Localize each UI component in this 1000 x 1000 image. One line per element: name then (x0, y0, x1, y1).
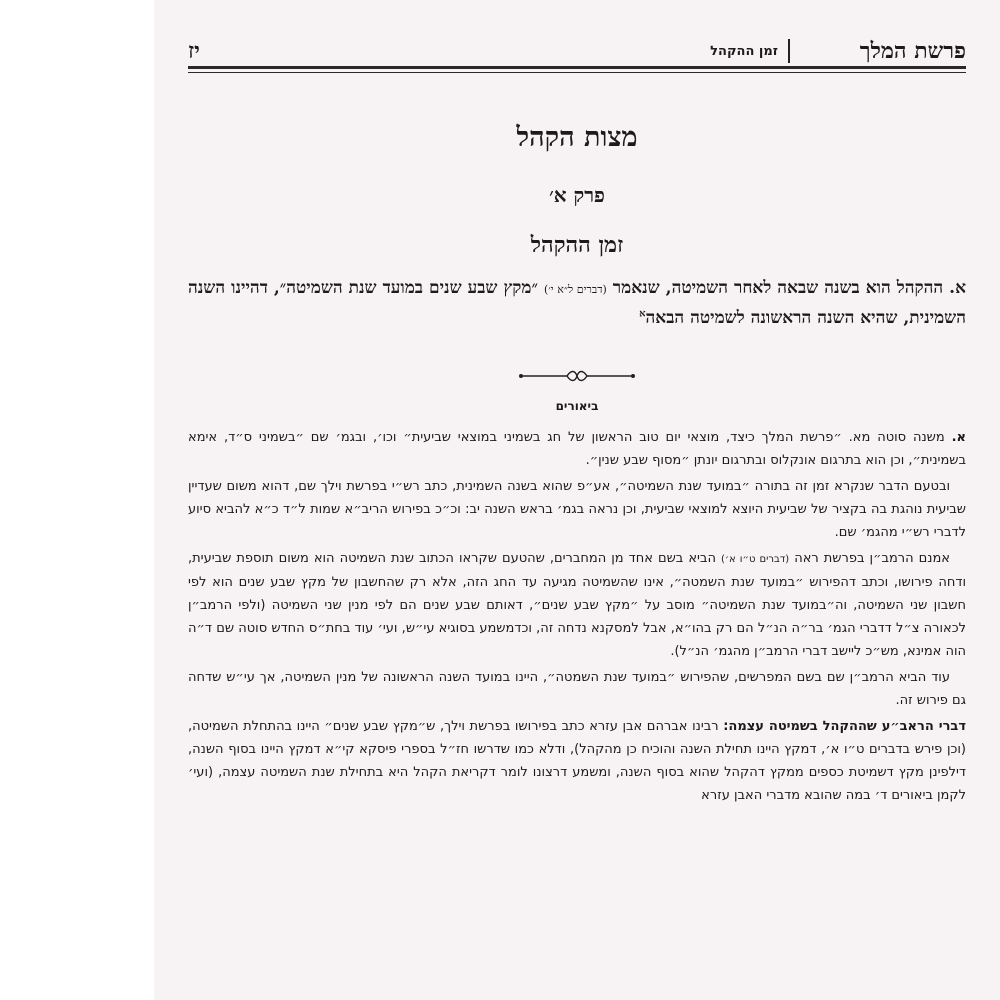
commentary-source: (דברים ט״ו א׳) (720, 554, 790, 565)
page-content (188, 0, 966, 1000)
commentary-text: משנה סוטה מא. ״פרשת המלך כיצד, מוצאי יום טוב הראשון של חג בשמיני במוצאי שביעית״ וכו׳, ובגמ׳ שם ״בשמיני ס״ד, אימא בשמינית״, וכן הוא בתרגום אונקלוס ובתרגום יונתן ״מסוף שבע שנין״. (188, 430, 966, 468)
header-rule-thin (188, 72, 966, 73)
running-header (188, 36, 966, 70)
running-header-subtitle: זמן ההקהל (710, 44, 778, 59)
commentary-text: אמנם הרמב״ן בפרשת ראה (794, 551, 950, 566)
commentary-text: ובטעם הדבר שנקרא זמן זה בתורה ״במועד שנת השמיטה״, אע״פ שהוא בשנה השמינית, כתב רש״י בפרשת וילך שם, דהוא משום שעדיין שביעית נוהגת בה בקציר של שביעית היוצא למוצאי שביעית, וכן נראה בגמ׳ בראש השנה יב: וכ״כ בפירוש הריב״א שמות ל״ד כ״א להביא סיוע לדברי רש״י מהגמ׳ שם. (188, 479, 966, 540)
subject-title: זמן ההקהל (530, 232, 624, 258)
commentary-paragraph (188, 666, 966, 712)
commentary-text: רבינו אברהם אבן עזרא כתב בפירושו בפרשת וילך, ש״מקץ שבע שנים״ היינו בהתחלת השמיטה, (וכן פירש בדברים ט״ו א׳, דמקץ היינו תחילת השנה והוכיח כן מהקהל), ודלא כמו שדרשו חז״ל בספרי פיסקא קי״א דמקץ היינו בסוף השנה, דילפינן מקץ דשמיטת כספים ממקץ דהקהל שהוא בסוף השנה, ומשמע דרצונו לומר דקריאת הקהל היא בתחילת שנת השמיטה עצמה, (ועי׳ לקמן ביאורים ד׳ במה שהובא מדברי האבן עזרא (188, 719, 966, 803)
commentary-paragraph (188, 475, 966, 544)
halacha-paragraph (188, 274, 966, 333)
chapter-title: מצות הקהל (516, 122, 638, 153)
halacha-source: (דברים ל״א י׳) (543, 283, 607, 296)
commentary-text: הביא בשם אחד מן המחברים, שהטעם שקראו הכתוב שנת השמיטה הוא משום תוספת שביעית, ודחה פירושו, וכתב דהפירוש ״במועד שנת השמטה״, אינו שהשמיטה מגיעה עד החג הזה, אלא רק שהחשבון של מקץ שבע שנים הוא לפי חשבון שני השמיטה, וה״במועד שנת השמיטה״ מוסב על ״מקץ שבע שנים״, דאותם שבע שנים הם לפי מנין שני השמיטה (ולפי הרמב״ן לכאורה צ״ל דדברי הגמ׳ בר״ה הנ״ל הם רק בהו״א, אבל למסקנא נדחה זה, וכדמשמע בסוגיא עי״ש, ועי׳ עוד בחת״ס החדש סוטה שם ד״ה הוה אמינא, מש״כ ליישב דברי הרמב״ן מהגמ׳ הנ״ל). (188, 551, 966, 659)
commentary-paragraph (188, 547, 966, 663)
perek-title: פרק א׳ (549, 183, 605, 207)
commentary-body (188, 426, 966, 810)
commentary-text: עוד הביא הרמב״ן שם בשם המפרשים, שהפירוש ״במועד שנת השמטה״, היינו במועד השנה הראשונה של מנין השמיטה, אך עי״ש שדחה גם פירוש זה. (188, 670, 966, 708)
halacha-number: א. (949, 278, 966, 298)
commentary-paragraph (188, 426, 966, 472)
commentary-title: ביאורים (555, 399, 599, 413)
commentary-lead: דברי הראב״ע שההקהל בשמיטה עצמה: (723, 719, 967, 734)
halacha-text-part-1: ההקהל הוא בשנה שבאה לאחר השמיטה, שנאמר (612, 278, 944, 298)
header-rule-thick (188, 66, 966, 69)
halacha-text-part-2: ״מקץ שבע שנים במועד שנת השמיטה״, דהיינו השנה השמינית, שהיא השנה הראשונה לשמיטה הבאה (188, 278, 966, 328)
footnote-mark: א (639, 308, 646, 320)
commentary-lead: א. (951, 430, 966, 445)
commentary-paragraph (188, 715, 966, 807)
running-header-title: פרשת המלך (859, 38, 966, 64)
ornament-divider (517, 368, 637, 384)
page-number: יז (188, 38, 200, 64)
book-page (154, 0, 1000, 1000)
header-divider (788, 39, 790, 63)
